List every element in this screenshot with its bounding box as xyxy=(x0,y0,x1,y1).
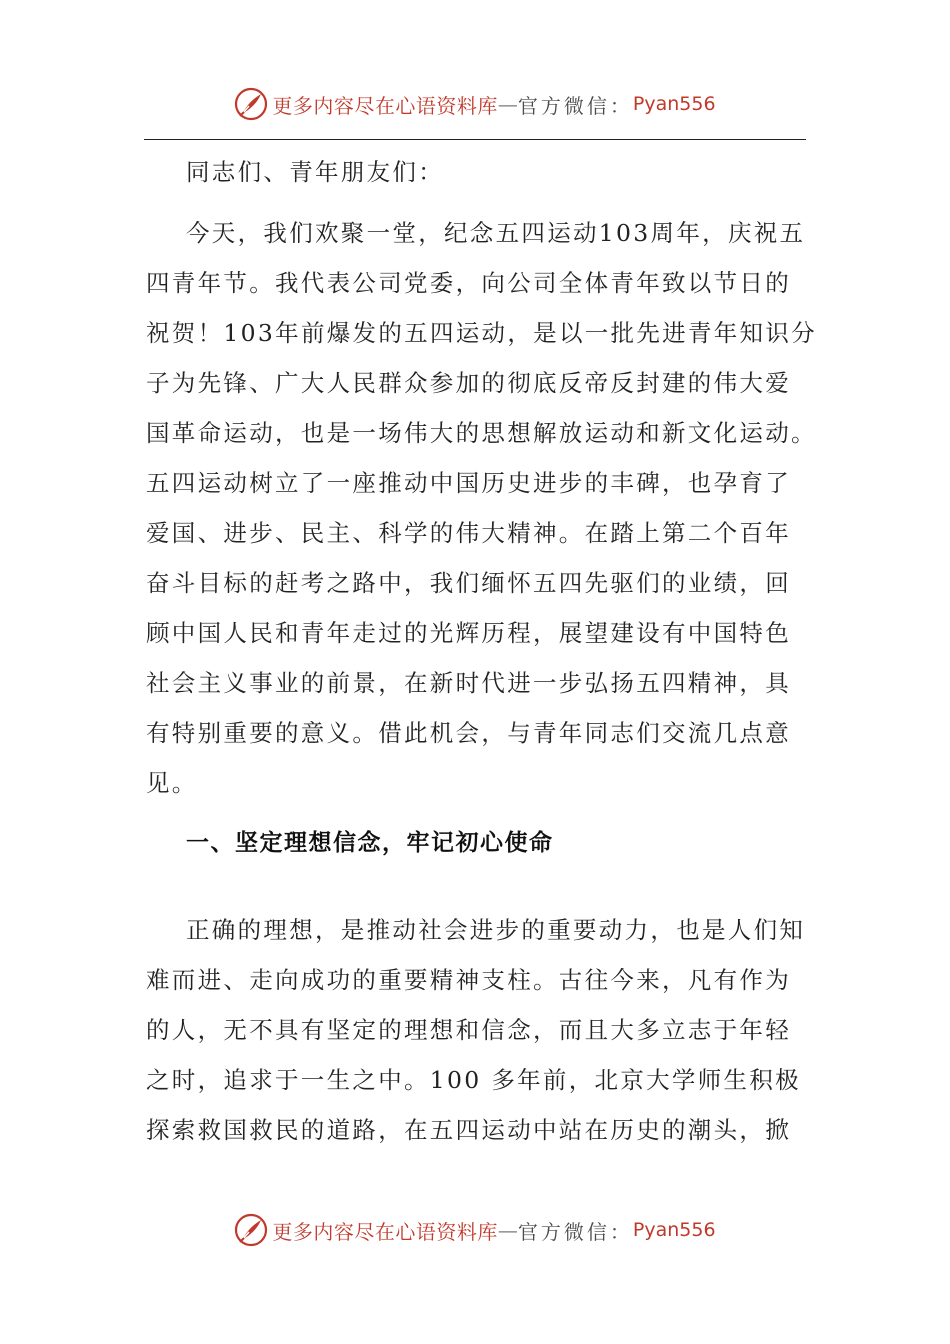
paragraph-line: 正确的理想，是推动社会进步的重要动力，也是人们知 xyxy=(186,916,806,944)
paragraph-line: 五四运动树立了一座推动中国历史进步的丰碑，也孕育了 xyxy=(146,469,791,497)
paragraph-line: 难而进、走向成功的重要精神支柱。古往今来，凡有作为 xyxy=(146,966,791,994)
paragraph-line: 的人，无不具有坚定的理想和信念，而且大多立志于年轻 xyxy=(146,1016,791,1044)
paragraph-line: 之时，追求于一生之中。100 多年前，北京大学师生积极 xyxy=(146,1066,801,1094)
paragraph-line: 见。 xyxy=(146,769,198,797)
paragraph-line: 顾中国人民和青年走过的光辉历程，展望建设有中国特色 xyxy=(146,619,791,647)
watermark-handle: Pyan556 xyxy=(632,93,716,115)
paragraph-line: 子为先锋、广大人民群众参加的彻底反帝反封建的伟大爱 xyxy=(146,369,791,397)
footer-watermark xyxy=(0,1208,950,1252)
watermark-site-text: 更多内容尽在心语资料库 xyxy=(272,93,498,118)
paragraph-line: 国革命运动，也是一场伟大的思想解放运动和新文化运动。 xyxy=(146,419,817,447)
watermark-label: 官方微信： xyxy=(517,1219,633,1244)
watermark-dash: — xyxy=(497,1218,518,1242)
section-heading: 一、坚定理想信念，牢记初心使命 xyxy=(186,830,554,856)
paragraph-line: 祝贺！103年前爆发的五四运动，是以一批先进青年知识分 xyxy=(146,319,817,347)
watermark-site-text: 更多内容尽在心语资料库 xyxy=(272,1219,498,1244)
paragraph-line: 有特别重要的意义。借此机会，与青年同志们交流几点意 xyxy=(146,719,791,747)
paragraph-line: 今天，我们欢聚一堂，纪念五四运动103周年，庆祝五 xyxy=(186,219,806,247)
watermark-dash: — xyxy=(497,92,518,116)
paragraph-line: 四青年节。我代表公司党委，向公司全体青年致以节日的 xyxy=(146,269,791,297)
salutation: 同志们、青年朋友们： xyxy=(186,158,444,186)
header-divider xyxy=(144,139,806,140)
paragraph-line: 爱国、进步、民主、科学的伟大精神。在踏上第二个百年 xyxy=(146,519,791,547)
watermark-label: 官方微信： xyxy=(517,93,633,118)
paragraph-line: 探索救国救民的道路，在五四运动中站在历史的潮头，掀 xyxy=(146,1116,791,1144)
watermark-handle: Pyan556 xyxy=(632,1219,716,1241)
header-watermark xyxy=(0,82,950,126)
quill-pen-logo-icon xyxy=(234,1213,268,1247)
paragraph-line: 奋斗目标的赶考之路中，我们缅怀五四先驱们的业绩，回 xyxy=(146,569,791,597)
paragraph-line: 社会主义事业的前景，在新时代进一步弘扬五四精神，具 xyxy=(146,669,791,697)
quill-pen-logo-icon xyxy=(234,87,268,121)
